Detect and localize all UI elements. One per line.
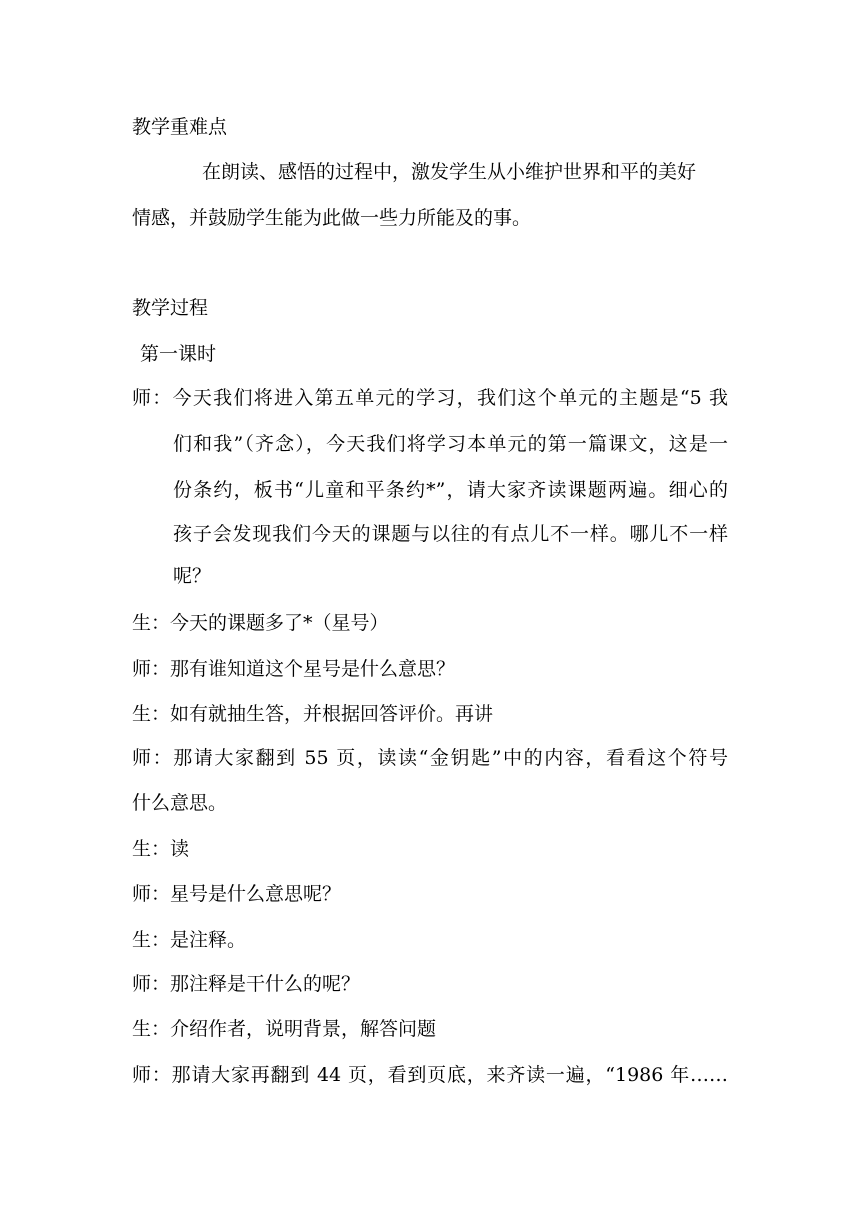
teacher-line-3b: 什么意思。 [132,792,228,814]
difficulty-body-line-2: 情感，并鼓励学生能为此做一些力所能及的事。 [132,207,532,229]
student-line-1: 生：今天的课题多了*（星号） [132,612,389,634]
student-line-4: 生：是注释。 [132,929,247,951]
lesson-label: 第一课时 [140,343,217,365]
student-line-3: 生：读 [132,838,190,860]
heading-process: 教学过程 [132,297,209,319]
student-line-2: 生：如有就抽生答，并根据回答评价。再讲 [132,703,494,725]
difficulty-body-line-1: 在朗读、感悟的过程中，激发学生从小维护世界和平的美好 [202,161,697,183]
teacher-line-4: 师：星号是什么意思呢？ [132,883,342,905]
teacher-line-5: 师：那注释是干什么的呢？ [132,973,361,995]
teacher-line-6: 师：那请大家再翻到 44 页，看到页底，来齐读一遍，“1986 年…… [132,1064,728,1086]
teacher-line-1b: 们和我”（齐念），今天我们将学习本单元的第一篇课文，这是一 [173,433,728,455]
teacher-line-2: 师：那有谁知道这个星号是什么意思？ [132,658,456,680]
teacher-line-3a: 师：那请大家翻到 55 页，读读“金钥匙”中的内容，看看这个符号 [132,747,728,769]
teacher-line-1d: 孩子会发现我们今天的课题与以往的有点儿不一样。哪儿不一样 [173,523,728,545]
teacher-line-1a: 师：今天我们将进入第五单元的学习，我们这个单元的主题是“5 我 [132,387,728,409]
teacher-line-1e: 呢？ [173,565,212,587]
student-line-5: 生：介绍作者，说明背景，解答问题 [132,1018,437,1040]
teacher-line-1c: 份条约，板书“儿童和平条约*”，请大家齐读课题两遍。细心的 [173,479,728,501]
heading-difficulty: 教学重难点 [132,116,228,138]
